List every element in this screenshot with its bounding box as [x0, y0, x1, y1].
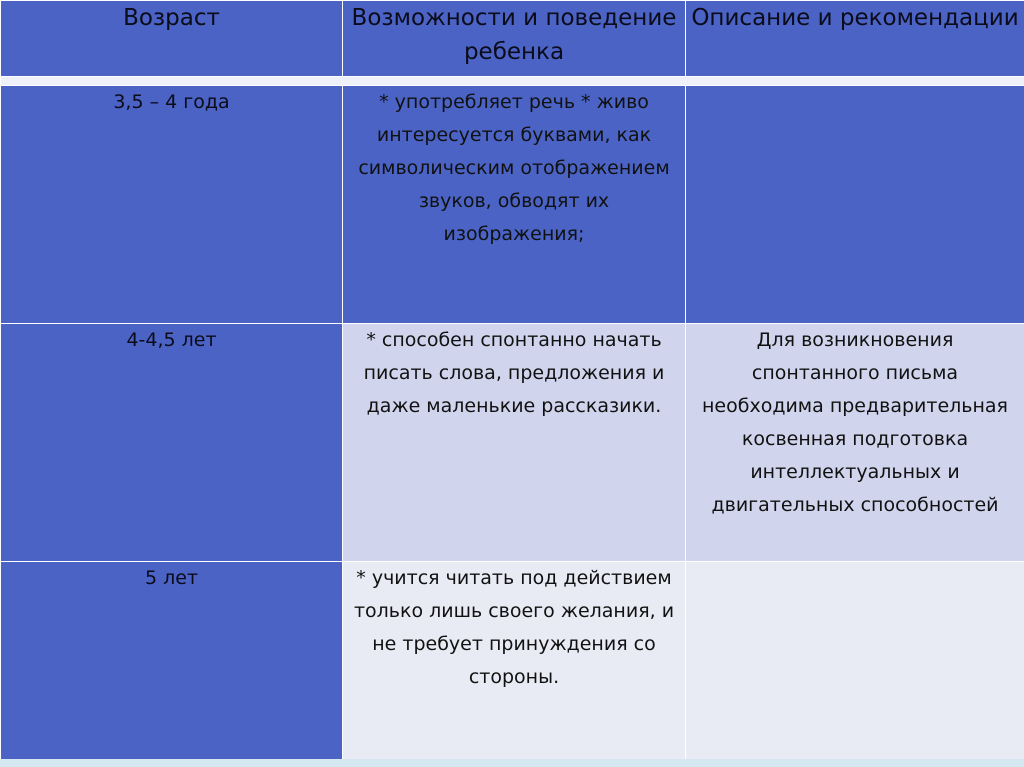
table-row — [1, 86, 1024, 324]
header-behavior: Возможности и поведение ребенка — [343, 1, 686, 77]
age-cell: 4-4,5 лет — [1, 324, 343, 562]
age-cell: 5 лет — [1, 562, 343, 762]
behavior-cell: * учится читать под действием только лишь своего желания, и не требует принуждения со стороны. — [343, 562, 686, 762]
table-row — [1, 562, 1024, 762]
header-recommendations: Описание и рекомендации — [686, 1, 1024, 77]
behavior-cell: * употребляет речь * живо интересуется буквами, как символическим отображением звуков, обводят их изображения; — [343, 86, 686, 324]
recommendation-cell: Для возникновения спонтанного письма необходима предварительная косвенная подготовка интеллектуальных и двигательных способностей — [686, 324, 1024, 562]
recommendation-cell — [686, 562, 1024, 762]
table-header-row — [1, 1, 1024, 77]
table-row — [1, 324, 1024, 562]
footer-band — [0, 759, 1024, 767]
recommendation-cell — [686, 86, 1024, 324]
header-age: Возраст — [1, 1, 343, 77]
age-cell: 3,5 – 4 года — [1, 86, 343, 324]
header-separator — [1, 77, 1024, 86]
behavior-cell: * способен спонтанно начать писать слова, предложения и даже маленькие рассказики. — [343, 324, 686, 562]
